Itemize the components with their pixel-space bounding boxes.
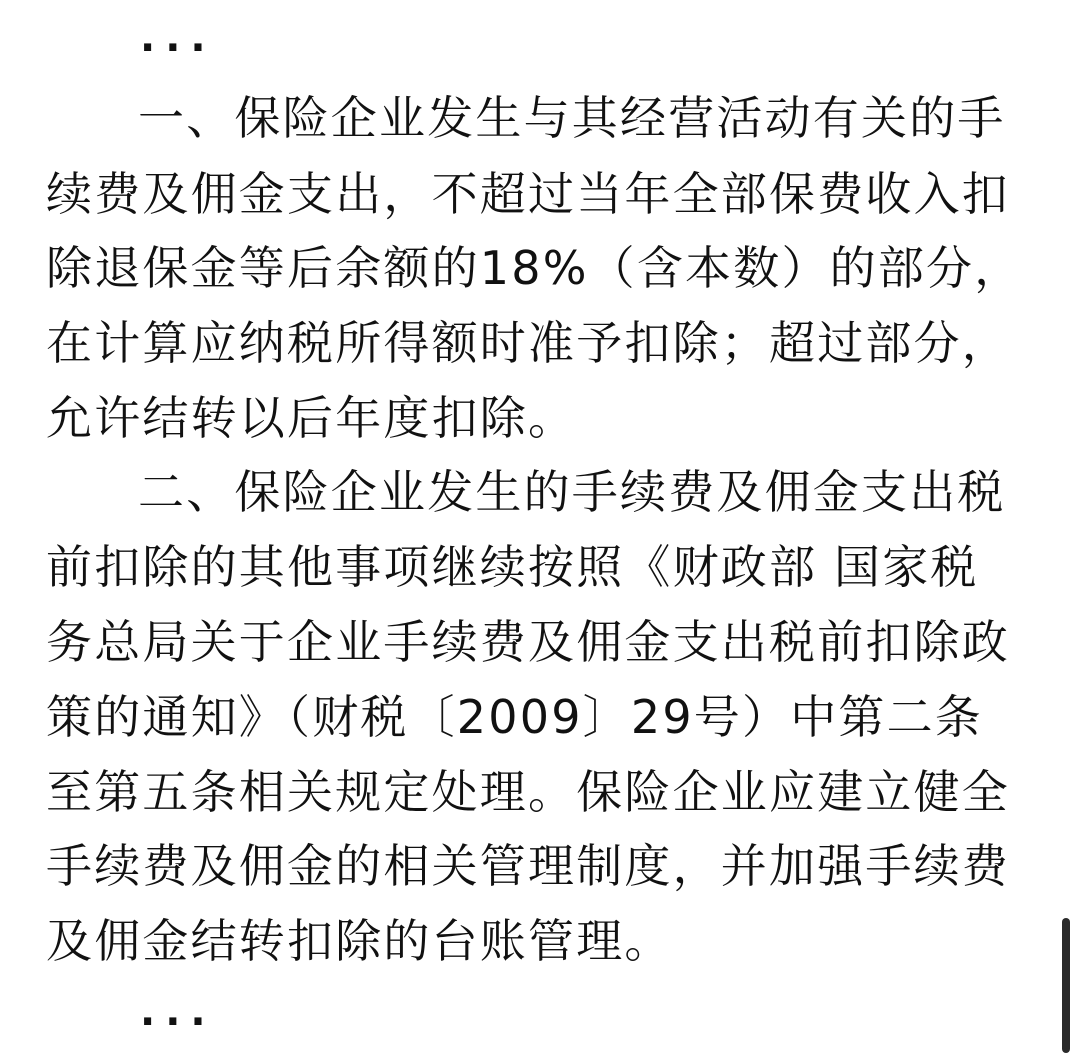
paragraph-2-line-3: 务总局关于企业手续费及佣金支出税前扣除政 (46, 615, 1010, 669)
paragraph-2-line-7: 及佣金结转扣除的台账管理。 (46, 914, 673, 968)
paragraph-2-line-2: 前扣除的其他事项继续按照《财政部 国家税 (46, 540, 979, 594)
paragraph-2-line-1: 二、保险企业发生的手续费及佣金支出税 (138, 465, 1006, 519)
paragraph-2-line-5: 至第五条相关规定处理。保险企业应建立健全 (46, 765, 1010, 819)
paragraph-2-line-6: 手续费及佣金的相关管理制度，并加强手续费 (46, 839, 1010, 893)
paragraph-1-line-4: 在计算应纳税所得额时准予扣除；超过部分， (46, 316, 1010, 370)
paragraph-2-line-4: 策的通知》（财税〔2009〕29号）中第二条 (46, 690, 983, 744)
ellipsis-top: ... (140, 15, 216, 61)
ellipsis-bottom: ... (140, 989, 216, 1035)
paragraph-1-line-2: 续费及佣金支出，不超过当年全部保费收入扣 (46, 167, 1010, 221)
paragraph-1-line-1: 一、保险企业发生与其经营活动有关的手 (138, 91, 1006, 145)
paragraph-1-line-5: 允许结转以后年度扣除。 (46, 391, 577, 445)
paragraph-1-line-3: 除退保金等后余额的18%（含本数）的部分， (46, 241, 1023, 295)
scrollbar[interactable] (1062, 918, 1070, 1053)
